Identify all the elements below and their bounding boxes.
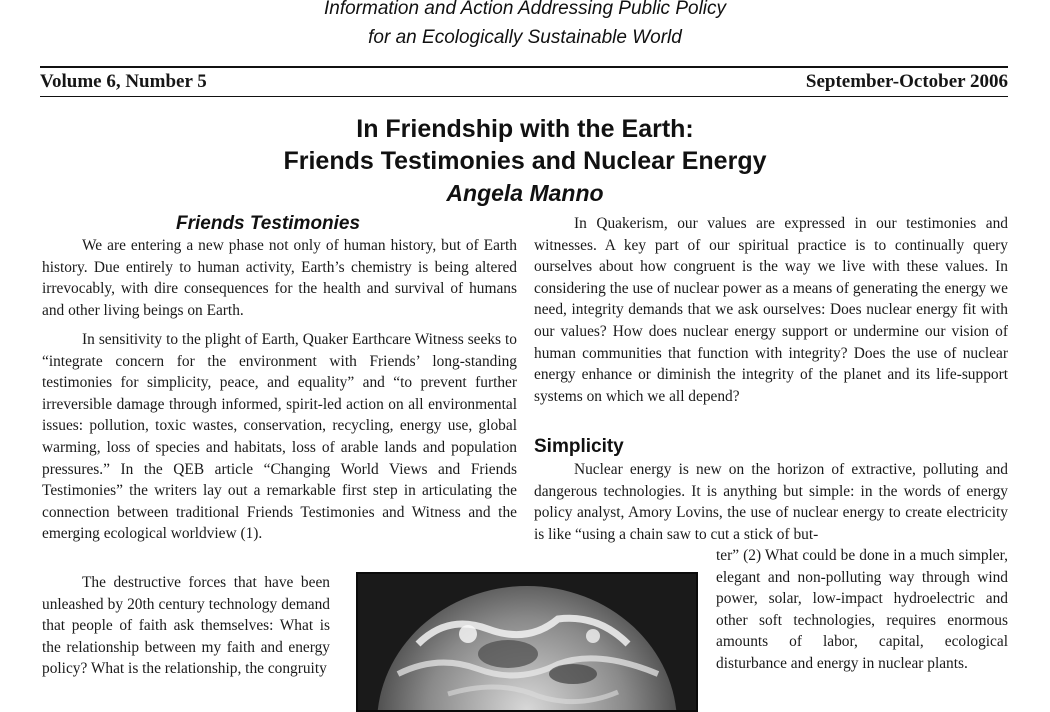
article-title-line1: In Friendship with the Earth: [356, 115, 694, 143]
masthead-rule-bottom [40, 96, 1008, 97]
masthead-tagline-line2: for an Ecologically Sustainable World [368, 27, 682, 48]
left-paragraph-1: We are entering a new phase not only of human history, but of Earth history. Due entirely to human activity, Earth’s chemistry is being altered irrevocably, with dire consequences for the health and survival of humans and other living beings on Earth. [42, 237, 517, 319]
right-paragraph-1: In Quakerism, our values are expressed in our testimonies and witnesses. A key part of our spiritual practice is to continually query ourselves about how congruent is the way we live with these values. In considering the use of nuclear power as a means of generating the energy we need, integrity demands that we ask ourselves: Does nuclear energy fit with our values? How does nuclear energy support or undermine our vision of human communities that function with integrity? Does the use of nuclear energy enhance or diminish the integrity of the planet and its life-support systems on which we all depend? [534, 215, 1008, 405]
masthead-tagline-line1: Information and Action Addressing Public Policy [323, 0, 727, 19]
issue-date: September-October 2006 [805, 71, 1008, 92]
earth-photo [356, 572, 698, 712]
left-paragraph-3: The destructive forces that have been unleashed by 20th century technology demand that people of faith ask themselves: What is the relationship between my faith and energy policy? What is the relationship, the congruity [42, 574, 330, 678]
earth-photo-icon [358, 574, 696, 710]
issue-volume: Volume 6, Number 5 [40, 71, 207, 92]
section-heading-friends-testimonies: Friends Testimonies [176, 213, 361, 234]
article-title-line2: Friends Testimonies and Nuclear Energy [283, 147, 767, 175]
right-paragraph-2: Nuclear energy is new on the horizon of extractive, polluting and dangerous technologies. It is anything but simple: in the words of energy policy analyst, Amory Lovins, the use of nuclear energy to create electricity is like “using a chain saw to cut a stick of but- [534, 461, 1008, 543]
masthead-rule-top [40, 66, 1008, 68]
section-heading-simplicity: Simplicity [534, 436, 624, 457]
left-paragraph-2: In sensitivity to the plight of Earth, Quaker Earthcare Witness seeks to “integrate concern for the environment with Friends’ long-standing testimonies for simplicity, peace, and equality” and “to prevent further irreversible damage through informed, spirit-led action on all environmental issues: pollution, toxic wastes, conservation, recycling, energy use, global warming, loss of species and habitats, loss of arable lands and population pressures.” In the QEB article “Changing World Views and Friends Testimonies” the writers lay out a remarkable first step in articulating the connection between traditional Friends Testimonies and Witness and the emerging ecological worldview (1). [42, 331, 517, 543]
right-paragraph-3: ter” (2) What could be done in a much simpler, elegant and non-polluting way through wind power, solar, low-impact hydroelectric and other soft technologies, requires enormous amounts of labor, capital, ecological disturbance and energy in nuclear plants. [716, 547, 1008, 672]
article-author: Angela Manno [446, 180, 604, 206]
